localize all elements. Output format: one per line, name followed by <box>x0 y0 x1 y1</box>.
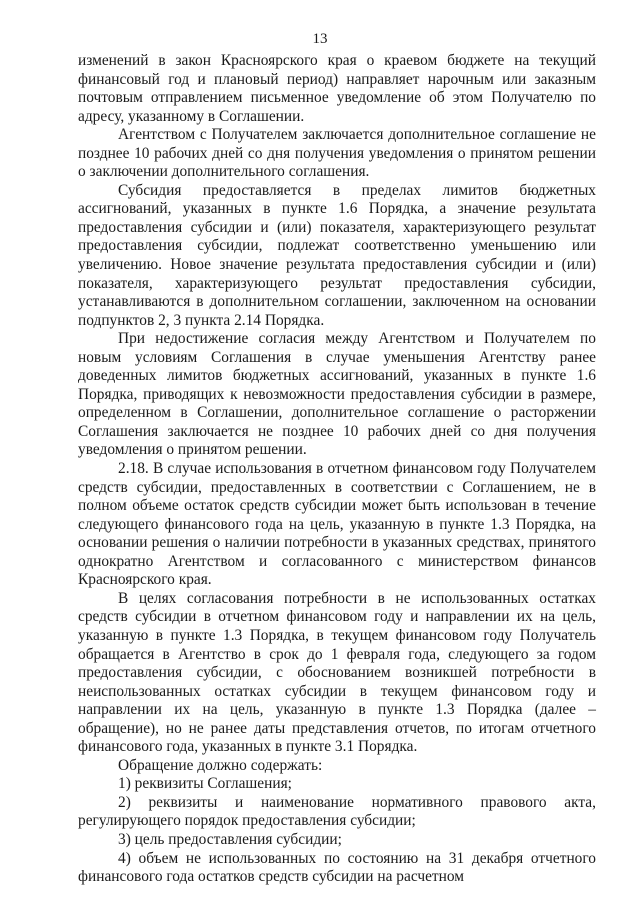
paragraph-1: изменений в закон Красноярского края о краевом бюджете на текущий финансовый год и плановый период) направляет нарочным или заказным почтовым отправлением письменное уведомление об этом Получателю по адресу, указанному в Соглашении. <box>78 52 596 125</box>
list-item-2: 2) реквизиты и наименование нормативного правового акта, регулирующего порядок предоставления субсидии; <box>78 793 596 830</box>
list-item-3: 3) цель предоставления субсидии; <box>118 830 342 848</box>
paragraph-6: В целях согласования потребности в не использованных остатках средств субсидии в отчетном финансовом году и направлении их на цель, указанную в пункте 1.3 Порядка, в текущем финансовом году Получатель обращается в Агентство в срок до 1 февраля года, следующего за годом предоставления субсидии, с обоснованием возникшей потребности в неиспользованных остатках субсидии в текущем финансовом году и направлении их на цель, указанную в пункте 1.3 Порядка (далее – обращение), но не ранее даты представления отчетов, по итогам отчетного финансового года, указанных в пункте 3.1 Порядка. <box>78 589 596 756</box>
page-number: 13 <box>312 31 328 47</box>
paragraph-5-clause-2-18: 2.18. В случае использования в отчетном финансовом году Получателем средств субсидии, предоставленных в соответствии с Соглашением, не в полном объеме остаток средств субсидии может быть использован в течение следующего финансового года на цель, указанную в пункте 1.3 Порядка, на основании решения о наличии потребности в указанных средствах, принятого однократно Агентством и согласованного с министерством финансов Красноярского края. <box>78 460 596 589</box>
paragraph-4: При недостижение согласия между Агентством и Получателем по новым условиям Соглашения в случае уменьшения Агентству ранее доведенных лимитов бюджетных ассигнований, указанных в пункте 1.6 Порядка, приводящих к невозможности предоставления субсидии в размере, определенном в Соглашении, дополнительное соглашение о расторжении Соглашения заключается не позднее 10 рабочих дней со дня получения уведомления о принятом решении. <box>78 330 596 459</box>
paragraph-7-request-contents: Обращение должно содержать: <box>118 756 323 774</box>
paragraph-2: Агентством с Получателем заключается дополнительное соглашение не позднее 10 рабочих дней со дня получения уведомления о принятом решении о заключении дополнительного соглашения. <box>78 126 596 181</box>
list-item-1: 1) реквизиты Соглашения; <box>118 775 292 793</box>
paragraph-3: Субсидия предоставляется в пределах лимитов бюджетных ассигнований, указанных в пункте 1.6 Порядка, а значение результата предоставления субсидии и (или) показателя, характеризующего результат предоставления субсидии, подлежат соответственно уменьшению или увеличению. Новое значение результата предоставления субсидии и (или) показателя, характеризующего результат предоставления субсидии, устанавливаются в дополнительном соглашении, заключенном на основании подпунктов 2, 3 пункта 2.14 Порядка. <box>78 181 596 329</box>
list-item-4: 4) объем не использованных по состоянию на 31 декабря отчетного финансового года остатков средств субсидии на расчетном <box>78 849 596 886</box>
document-body <box>78 52 596 887</box>
